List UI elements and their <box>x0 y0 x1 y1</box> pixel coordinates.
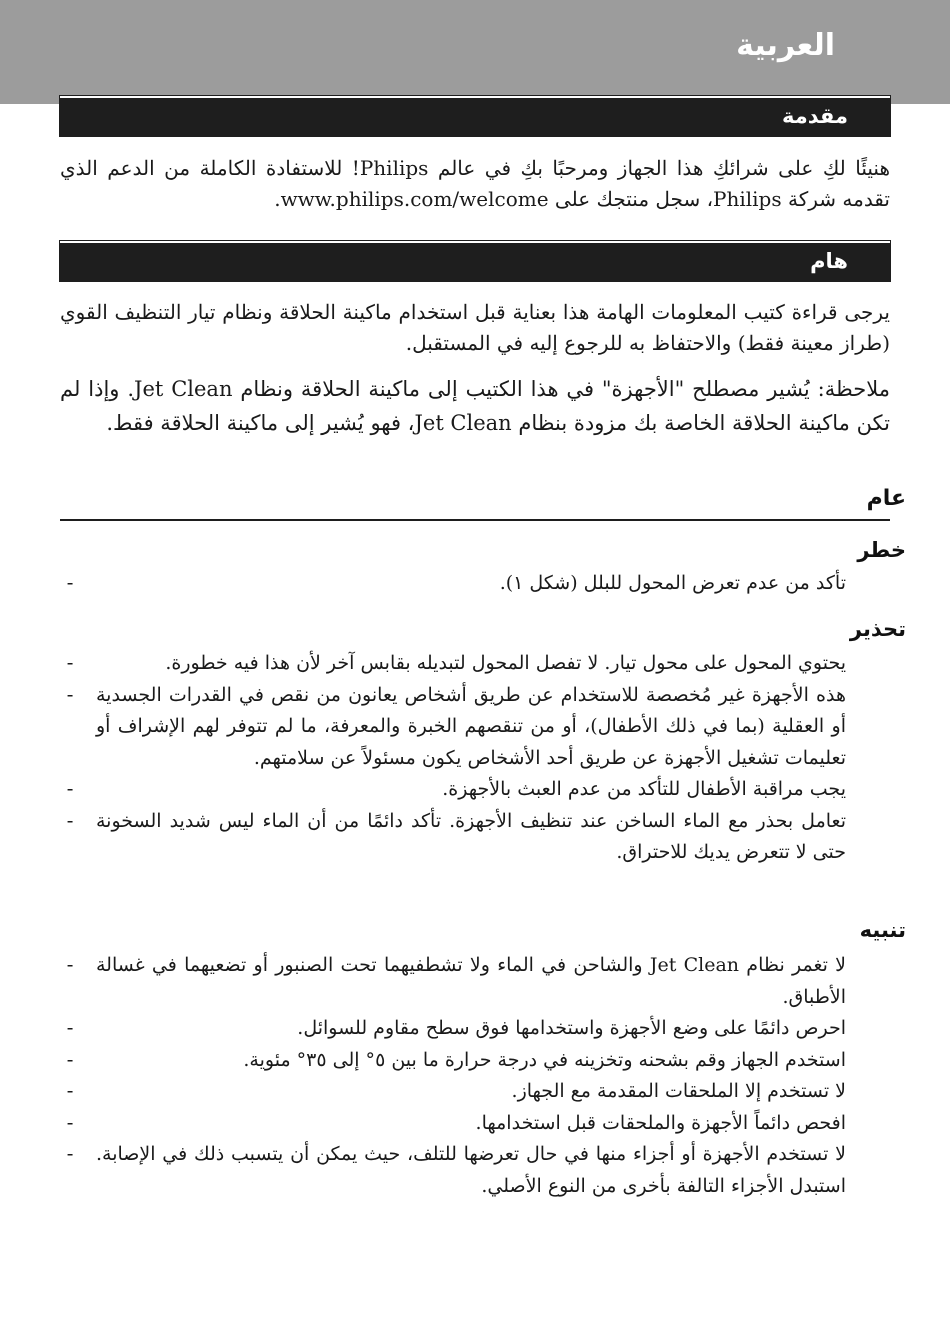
general-divider <box>60 519 890 521</box>
list-item: - يحتوي المحول على محول تيار. لا تفصل المحول لتبديله بقابس آخر لأن هذا فيه خطورة. <box>60 648 890 680</box>
caution-heading: تنبيه <box>859 918 906 942</box>
list-item: - تعامل بحذر مع الماء الساخن عند تنظيف الأجهزة. تأكد دائمًا من أن الماء ليس شديد السخونة حتى لا تتعرض يديك للاحتراق. <box>60 806 890 869</box>
list-item: - لا تستخدم الأجهزة أو أجزاء منها في حال تعرضها للتلف، حيث يمكن أن يتسبب ذلك في الإصابة. استبدل الأجزاء التالفة بأخرى من النوع الأصلي. <box>60 1139 890 1202</box>
general-heading: عام <box>866 486 906 511</box>
dash-bullet: - <box>66 809 74 832</box>
important-section-bar <box>60 241 890 281</box>
dash-bullet: - <box>66 1080 74 1102</box>
list-item: - يجب مراقبة الأطفال للتأكد من عدم العبث بالأجهزة. <box>60 774 890 806</box>
list-item: - هذه الأجهزة غير مُخصصة للاستخدام عن طريق أشخاص يعانون من نقص في القدرات الجسدية أو العقلية (بما في ذلك الأطفال)، أو من تنقصهم الخبرة والمعرفة، ما لم تتوفر لهم الإشراف أو تعليمات تشغيل الأجهزة عن طريق أحد الأشخاص يكون مسئولاً عن سلامتهم. <box>60 680 890 775</box>
dash-bullet: - <box>66 1048 74 1071</box>
dash-bullet: - <box>66 652 74 674</box>
language-title: العربية <box>736 28 835 63</box>
dash-bullet: - <box>66 954 74 976</box>
dash-bullet: - <box>66 778 74 800</box>
warning-list <box>60 648 890 869</box>
danger-heading: خطر <box>857 538 906 562</box>
important-paragraph: يرجى قراءة كتيب المعلومات الهامة هذا بعناية قبل استخدام ماكينة الحلاقة ونظام تيار التنظيف القوي (طراز معينة فقط) والاحتفاظ به للرجوع إليه في المستقبل. <box>60 300 890 355</box>
intro-paragraph: هنيئًا لكِ على شرائكِ هذا الجهاز ومرحبًا بكِ في عالم Philips! للاستفادة الكاملة من الدعم الذي تقدمه شركة Philips، سجل منتجك على www.philips.com/welcome. <box>60 156 891 211</box>
dash-bullet: - <box>66 1017 74 1039</box>
list-item: - تأكد من عدم تعرض المحول للبلل (شكل ١). <box>60 568 890 600</box>
list-item: - لا تستخدم إلا الملحقات المقدمة مع الجهاز. <box>60 1076 890 1108</box>
danger-list <box>60 568 890 600</box>
important-section-title: هام <box>810 249 848 273</box>
list-item: - استخدم الجهاز وقم بشحنه وتخزينه في درجة حرارة ما بين ٥° إلى ٣٥° مئوية. <box>60 1045 890 1077</box>
caution-list <box>60 950 890 1202</box>
language-header-bar <box>0 0 950 104</box>
dash-bullet: - <box>66 1111 74 1134</box>
warning-heading: تحذير <box>849 617 906 641</box>
important-note: ملاحظة: يُشير مصطلح "الأجهزة" في هذا الكتيب إلى ماكينة الحلاقة ونظام Jet Clean. وإذا لم تكن ماكينة الحلاقة الخاصة بك مزودة بنظام Jet Clean، فهو يُشير إلى ماكينة الحلاقة فقط. <box>60 377 891 435</box>
list-item: - لا تغمر نظام Jet Clean والشاحن في الماء ولا تشطفيهما تحت الصنبور أو تضعيهما في غسالة الأطباق. <box>60 950 890 1013</box>
intro-section-title: مقدمة <box>782 104 848 128</box>
dash-bullet: - <box>66 683 74 706</box>
list-item: - احرص دائمًا على وضع الأجهزة واستخدامها فوق سطح مقاوم للسوائل. <box>60 1013 890 1045</box>
dash-bullet: - <box>66 572 74 594</box>
dash-bullet: - <box>66 1143 74 1165</box>
list-item: - افحص دائماً الأجهزة والملحقات قبل استخدامها. <box>60 1108 890 1140</box>
intro-section-bar <box>60 96 890 136</box>
